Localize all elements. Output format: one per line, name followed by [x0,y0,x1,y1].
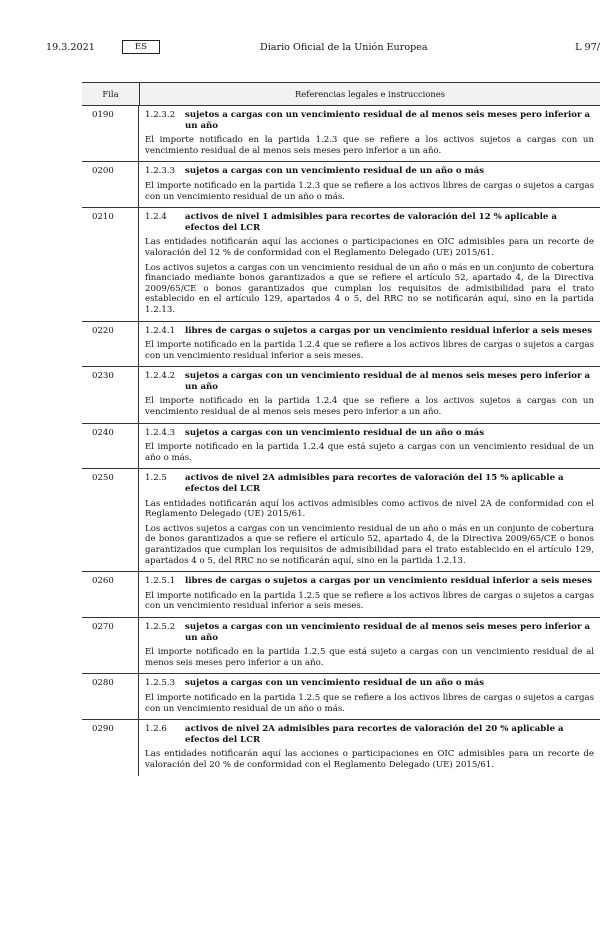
page-header [46,40,600,56]
item-title: activos de nivel 1 admisibles para recortes de valoración del 12 % aplicable a efectos del LCR [185,212,557,233]
row-number: 0230 [82,367,139,422]
row-heading [145,110,594,131]
row-heading [145,622,594,643]
table-body [82,106,600,776]
item-title: libres de cargas o sujetos a cargas por un vencimiento residual inferior a seis meses [185,325,593,336]
instruction-paragraph: El importe notificado en la partida 1.2.5 que se refiere a los activos libres de cargas o sujetos a cargas con un vencimiento residual de un año o más. [145,692,594,714]
item-title: sujetos a cargas con un vencimiento residual de un año o más [185,427,485,438]
table-row [82,469,600,572]
instruction-paragraph: Las entidades notificarán aquí las acciones o participaciones en OIC admisibles para un recorte de valoración del 20 % de conformidad con el Reglamento Delegado (UE) 2015/61. [145,749,594,770]
table-row [82,720,600,775]
instruction-paragraph: El importe notificado en la partida 1.2.5 que está sujeto a cargas con un vencimiento residual de al menos seis meses pero inferior a un año. [145,647,594,668]
instruction-paragraph: El importe notificado en la partida 1.2.5 que se refiere a los activos libres de cargas o sujetos a cargas con un vencimiento residual inferior a seis meses. [145,590,594,612]
table-row [82,208,600,321]
item-title: activos de nivel 2A admisibles para recortes de valoración del 15 % aplicable a efectos del LCR [185,473,564,495]
item-title: sujetos a cargas con un vencimiento residual de al menos seis meses pero inferior a un año [185,371,591,392]
item-code: 1.2.5.3 [145,678,176,689]
item-code: 1.2.4 [145,212,167,223]
item-code: 1.2.6 [145,724,167,735]
item-code: 1.2.3.3 [145,166,176,177]
row-content [139,106,600,161]
row-content [139,162,600,207]
row-number: 0270 [82,618,139,673]
instruction-paragraph: El importe notificado en la partida 1.2.4 que está sujeto a cargas con un vencimiento residual de un año o más. [145,442,594,463]
row-heading [145,678,594,689]
row-heading [145,326,594,337]
instructions-table [82,82,600,776]
item-code: 1.2.4.2 [145,371,176,382]
table-row [82,618,600,674]
row-content [139,208,600,320]
row-number: 0260 [82,572,139,617]
row-number: 0190 [82,106,139,161]
table-row [82,162,600,208]
instruction-paragraph: Las entidades notificarán aquí los activos admisibles como activos de nivel 2A de conformidad con el Reglamento Delegado (UE) 2015/61. [145,498,594,520]
instruction-paragraph: Los activos sujetos a cargas con un vencimiento residual de un año o más en un conjunto de cobertura de bonos garantizados a que se refiere el artículo 52, apartado 4, de la Directiva 2009/65/CE o bonos garantizados que cumplan los requisitos de admisibilidad para el trato establecido en el artículo 129, apartados 4 o 5, del RRC no se notificarán aquí, sino en la partida 1.2.13. [145,523,594,566]
row-content [139,424,600,469]
instruction-paragraph: Los activos sujetos a cargas con un vencimiento residual de un año o más en un conjunto de cobertura financiado mediante bonos garantizados a que se refiere el artículo 52, apartado 4, de la Directiva 2009/65/CE o bonos garantizados que cumplan los requisitos de admisibilidad para el trato establecido en el artículo 129, apartados 4 o 5, del RRC no se notificarán aquí, sino en la partida 1.2.13. [145,262,594,315]
item-title: sujetos a cargas con un vencimiento residual de al menos seis meses pero inferior a un año [185,621,591,643]
instruction-paragraph: El importe notificado en la partida 1.2.4 que se refiere a los activos sujetos a cargas con un vencimiento residual de al menos seis meses pero inferior a un año. [145,396,594,418]
table-row [82,674,600,720]
instruction-paragraph: El importe notificado en la partida 1.2.4 que se refiere a los activos libres de cargas o sujetos a cargas con un vencimiento residual inferior a seis meses. [145,340,594,361]
column-header-references: Referencias legales e instrucciones [294,89,446,99]
item-code: 1.2.5 [145,473,167,484]
column-header-row: Fila [82,83,140,105]
row-content [139,674,600,719]
instruction-paragraph: El importe notificado en la partida 1.2.3 que se refiere a los activos sujetos a cargas con un vencimiento residual de al menos seis meses pero inferior a un año. [145,135,594,156]
row-content [139,322,600,367]
language-badge: ES [122,40,160,54]
page-number: L 97/ [575,42,600,53]
row-heading [145,724,594,745]
item-code: 1.2.3.2 [145,110,176,120]
row-heading [145,473,594,494]
item-code: 1.2.4.1 [145,325,176,336]
row-content [139,618,600,673]
item-title: sujetos a cargas con un vencimiento residual de al menos seis meses pero inferior a un año [185,110,591,131]
table-row [82,572,600,618]
row-number: 0290 [82,720,139,775]
row-heading [145,576,594,587]
row-content [139,572,600,617]
table-row [82,322,600,368]
row-content [139,367,600,422]
table-header [82,82,600,106]
row-number: 0240 [82,424,139,469]
item-code: 1.2.4.3 [145,427,176,438]
row-heading [145,166,594,177]
row-number: 0250 [82,469,139,571]
publication-date: 19.3.2021 [46,42,95,53]
item-code: 1.2.5.2 [145,621,176,632]
row-content [139,469,600,571]
row-heading [145,428,594,439]
journal-title: Diario Oficial de la Unión Europea [260,42,428,53]
table-row [82,106,600,162]
row-number: 0200 [82,162,139,207]
item-title: sujetos a cargas con un vencimiento residual de un año o más [185,678,485,689]
item-title: sujetos a cargas con un vencimiento residual de un año o más [185,166,485,177]
instruction-paragraph: El importe notificado en la partida 1.2.3 que se refiere a los activos libres de cargas o sujetos a cargas con un vencimiento residual de un año o más. [145,180,594,202]
row-number: 0220 [82,322,139,367]
table-row [82,367,600,423]
row-content [139,720,600,775]
row-heading [145,371,594,392]
table-row [82,424,600,470]
instruction-paragraph: Las entidades notificarán aquí las acciones o participaciones en OIC admisibles para un recorte de valoración del 12 % de conformidad con el Reglamento Delegado (UE) 2015/61. [145,237,594,258]
row-number: 0280 [82,674,139,719]
row-heading [145,212,594,233]
item-title: libres de cargas o sujetos a cargas por un vencimiento residual inferior a seis meses [185,576,593,587]
item-code: 1.2.5.1 [145,576,176,587]
row-number: 0210 [82,208,139,320]
item-title: activos de nivel 2A admisibles para recortes de valoración del 20 % aplicable a efectos del LCR [185,724,564,745]
